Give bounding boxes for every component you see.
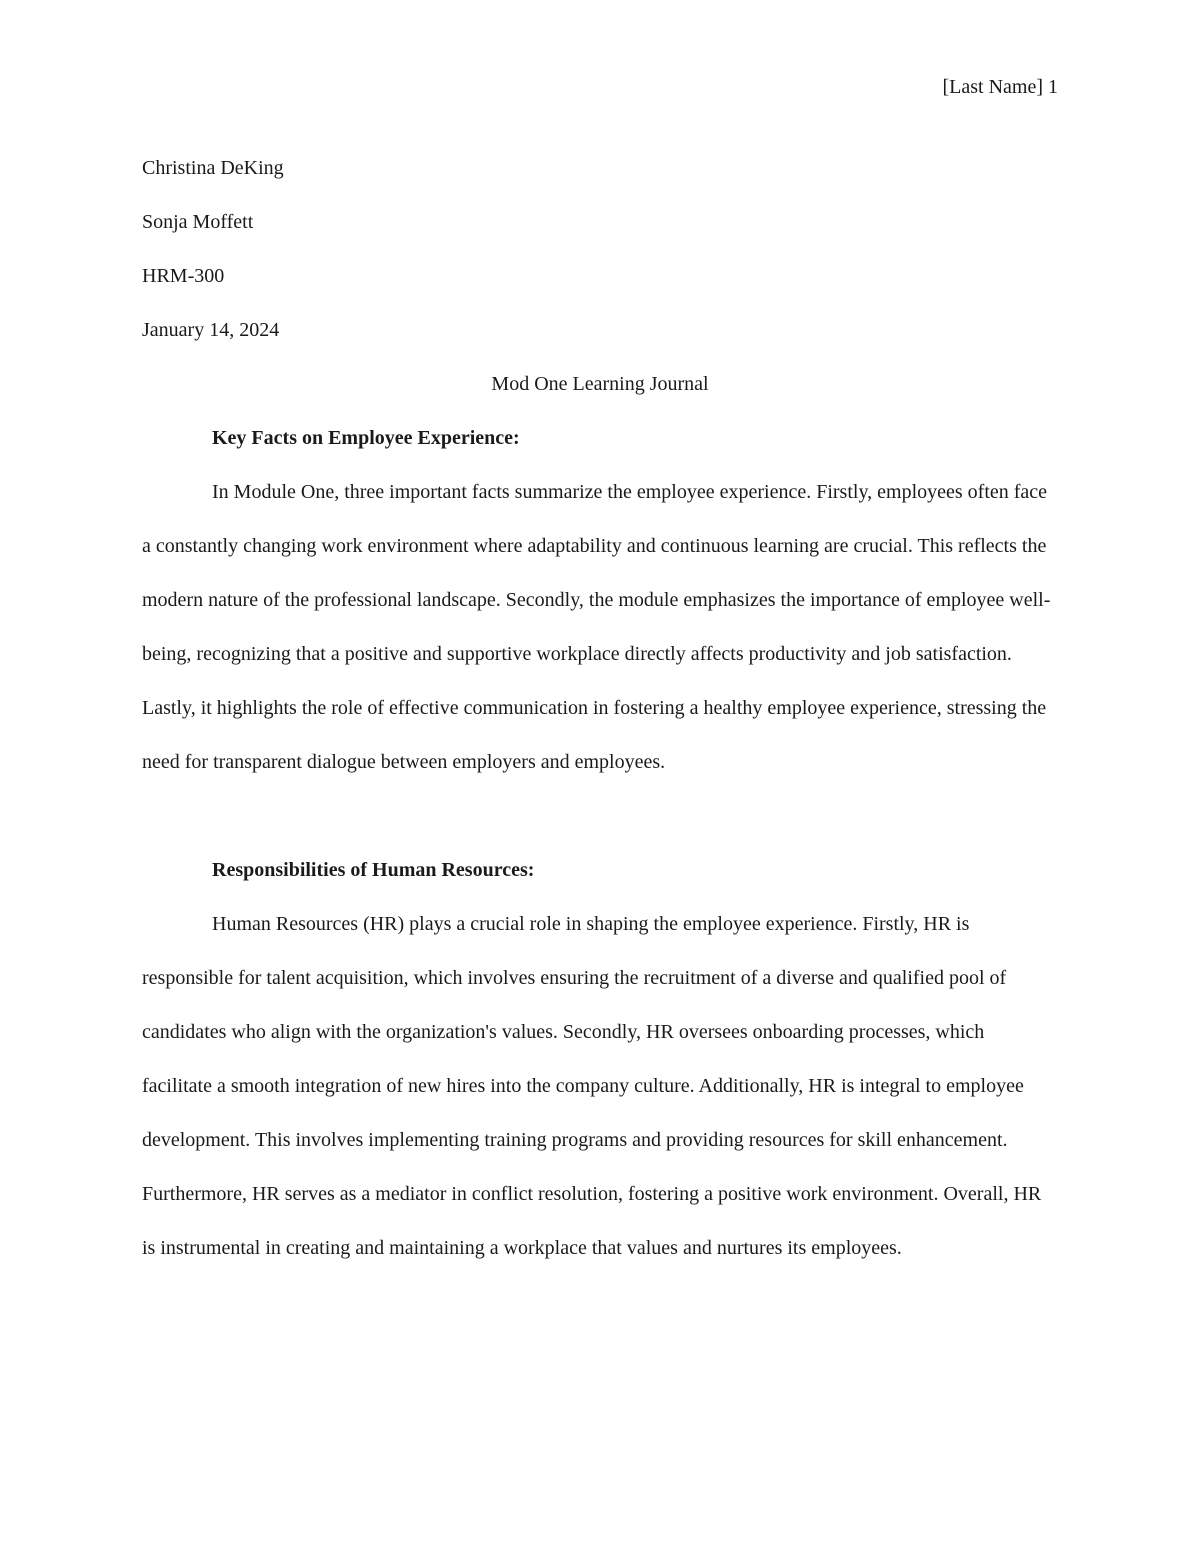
- document-body: [142, 141, 1058, 1275]
- student-name: Christina DeKing: [142, 157, 284, 179]
- course-code: HRM-300: [142, 265, 225, 287]
- submission-date: January 14, 2024: [142, 319, 280, 341]
- running-head: [Last Name] 1: [942, 76, 1058, 98]
- section-body-employee-experience: In Module One, three important facts summarize the employee experience. Firstly, employees often face a constantly changing work environment where adaptability and continuous learning are crucial. This reflects the modern nature of the professional landscape. Secondly, the module emphasizes the importance of employee well-being, recognizing that a positive and supportive workplace directly affects productivity and job satisfaction. Lastly, it highlights the role of effective communication in fostering a healthy employee experience, stressing the need for transparent dialogue between employers and employees.: [142, 481, 1051, 773]
- document-title: Mod One Learning Journal: [491, 373, 709, 395]
- instructor-name: Sonja Moffett: [142, 211, 254, 233]
- section-spacer: [142, 789, 1058, 843]
- section-heading-employee-experience: Key Facts on Employee Experience:: [212, 427, 520, 449]
- section-heading-hr-responsibilities: Responsibilities of Human Resources:: [212, 859, 535, 881]
- section-body-hr-responsibilities: Human Resources (HR) plays a crucial role in shaping the employee experience. Firstly, HR is responsible for talent acquisition, which involves ensuring the recruitment of a diverse and qualified pool of candidates who align with the organization's values. Secondly, HR oversees onboarding processes, which facilitate a smooth integration of new hires into the company culture. Additionally, HR is integral to employee development. This involves implementing training programs and providing resources for skill enhancement. Furthermore, HR serves as a mediator in conflict resolution, fostering a positive work environment. Overall, HR is instrumental in creating and maintaining a workplace that values and nurtures its employees.: [142, 913, 1042, 1259]
